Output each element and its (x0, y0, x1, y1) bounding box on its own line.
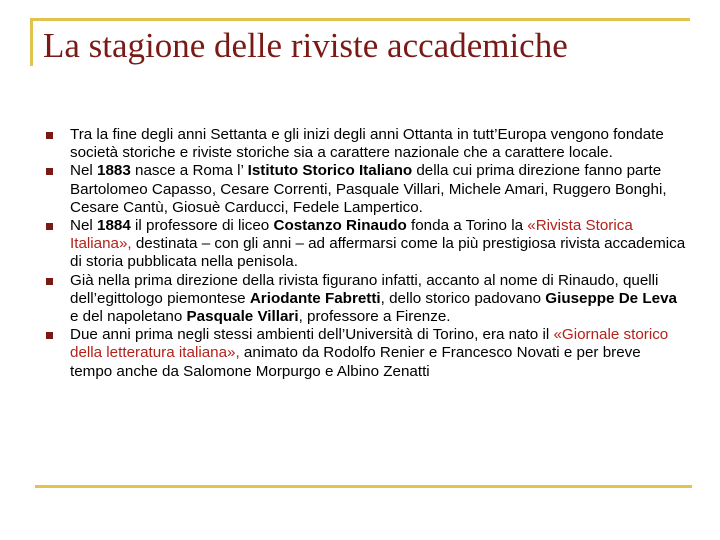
left-rule (30, 18, 33, 66)
journal-title: «Giornale storico della letteratura italiana», (70, 326, 669, 362)
list-item (46, 126, 686, 162)
item-text: Tra la fine degli anni Settanta e gli inizi degli anni Ottanta in tutt’Europa vengono fondate società storiche e riviste storiche sia a carattere nazionale che a carattere locale. (70, 126, 664, 162)
item-bold: Costanzo Rinaudo (273, 217, 407, 235)
top-rule (30, 18, 690, 21)
item-text: , dello storico padovano (380, 289, 546, 307)
item-text: e del napoletano (70, 308, 187, 326)
square-bullet-icon (46, 168, 53, 175)
list-item (46, 326, 686, 381)
square-bullet-icon (46, 332, 53, 339)
item-text: destinata – con gli anni – ad affermarsi come la più prestigiosa rivista accademica di storia pubblicata nella penisola. (70, 235, 686, 271)
item-text: Nel (70, 162, 98, 180)
journal-title: «Rivista Storica Italiana», (70, 217, 633, 253)
item-bold: 1884 (97, 217, 131, 235)
item-text: nasce a Roma l’ (130, 162, 248, 180)
square-bullet-icon (46, 223, 53, 230)
item-bold: Giuseppe De Leva (545, 289, 677, 307)
page-title: La stagione delle riviste accademiche (43, 26, 568, 65)
list-item (46, 217, 686, 272)
item-text: Nel (70, 217, 98, 235)
item-bold: Pasquale Villari (186, 308, 299, 326)
square-bullet-icon (46, 132, 53, 139)
item-bold: 1883 (97, 162, 131, 180)
item-text: il professore di liceo (130, 217, 274, 235)
item-text: Due anni prima negli stessi ambienti dell’Università di Torino, era nato il (70, 326, 554, 344)
list-item (46, 272, 686, 327)
list-item (46, 162, 686, 217)
item-text: della cui prima direzione fanno parte Bartolomeo Capasso, Cesare Correnti, Pasquale Villari, Michele Amari, Ruggero Bonghi, Cesare Cantù, Giosuè Carducci, Fedele Lampertico. (70, 162, 667, 216)
bullet-list (46, 126, 686, 381)
item-bold: Ariodante Fabretti (249, 289, 381, 307)
item-text: , professore a Firenze. (298, 308, 451, 326)
item-text: fonda a Torino la (406, 217, 528, 235)
item-text: Già nella prima direzione della rivista figurano infatti, accanto al nome di Rinaudo, quelli dell’egittologo piemontese (70, 271, 659, 307)
item-bold: Istituto Storico Italiano (247, 162, 413, 180)
item-text: animato da Rodolfo Renier e Francesco Novati e per breve tempo anche da Salomone Morpurgo e Albino Zenatti (70, 344, 641, 380)
bottom-rule (35, 485, 692, 488)
square-bullet-icon (46, 278, 53, 285)
